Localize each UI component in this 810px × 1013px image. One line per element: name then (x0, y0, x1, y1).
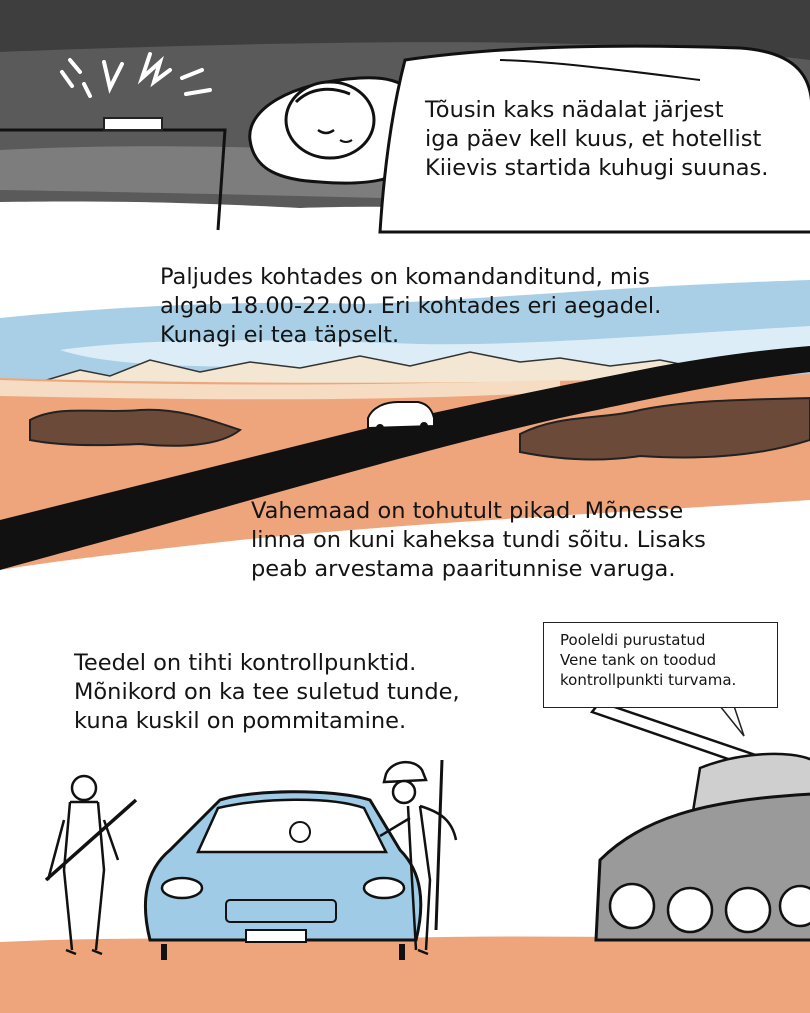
caption-line: Teedel on tihti kontrollpunktid. (74, 650, 417, 676)
soldier-left (46, 776, 136, 954)
caption-line: kuna kuskil on pommitamine. (74, 708, 407, 734)
caption-line: algab 18.00-22.00. Eri kohtades eri aegadel. (160, 293, 662, 319)
speech-bubble-line: Pooleldi purustatud (560, 631, 706, 649)
caption-checkpoint (74, 649, 460, 736)
caption-line: Vahemaad on tohutult pikad. Mõnesse (251, 498, 684, 524)
road-car (368, 402, 434, 432)
sleeper-head (286, 82, 374, 158)
caption-line: Paljudes kohtades on komandanditund, mis (160, 264, 650, 290)
speech-bubble-line: Vene tank on toodud (560, 651, 717, 669)
speech-bubble (543, 622, 778, 708)
panel-checkpoint-art (0, 702, 810, 1013)
caption-road (251, 497, 706, 584)
blue-car (145, 792, 420, 960)
caption-line: Kunagi ei tea täpselt. (160, 322, 400, 348)
caption-wake-up (425, 96, 768, 183)
caption-curfew (160, 263, 661, 350)
caption-line: peab arvestama paaritunnise varuga. (251, 556, 676, 582)
caption-line: Mõnikord on ka tee suletud tunde, (74, 679, 460, 705)
speech-bubble-tail (720, 706, 744, 736)
caption-line: linna on kuni kaheksa tundi sõitu. Lisaks (251, 527, 706, 553)
caption-line: iga päev kell kuus, et hotellist (425, 126, 762, 152)
speech-bubble-line: kontrollpunkti turvama. (560, 671, 737, 689)
caption-line: Tõusin kaks nädalat järjest (425, 97, 724, 123)
caption-line: Kiievis startida kuhugi suunas. (425, 155, 769, 181)
damaged-tank (592, 702, 810, 940)
